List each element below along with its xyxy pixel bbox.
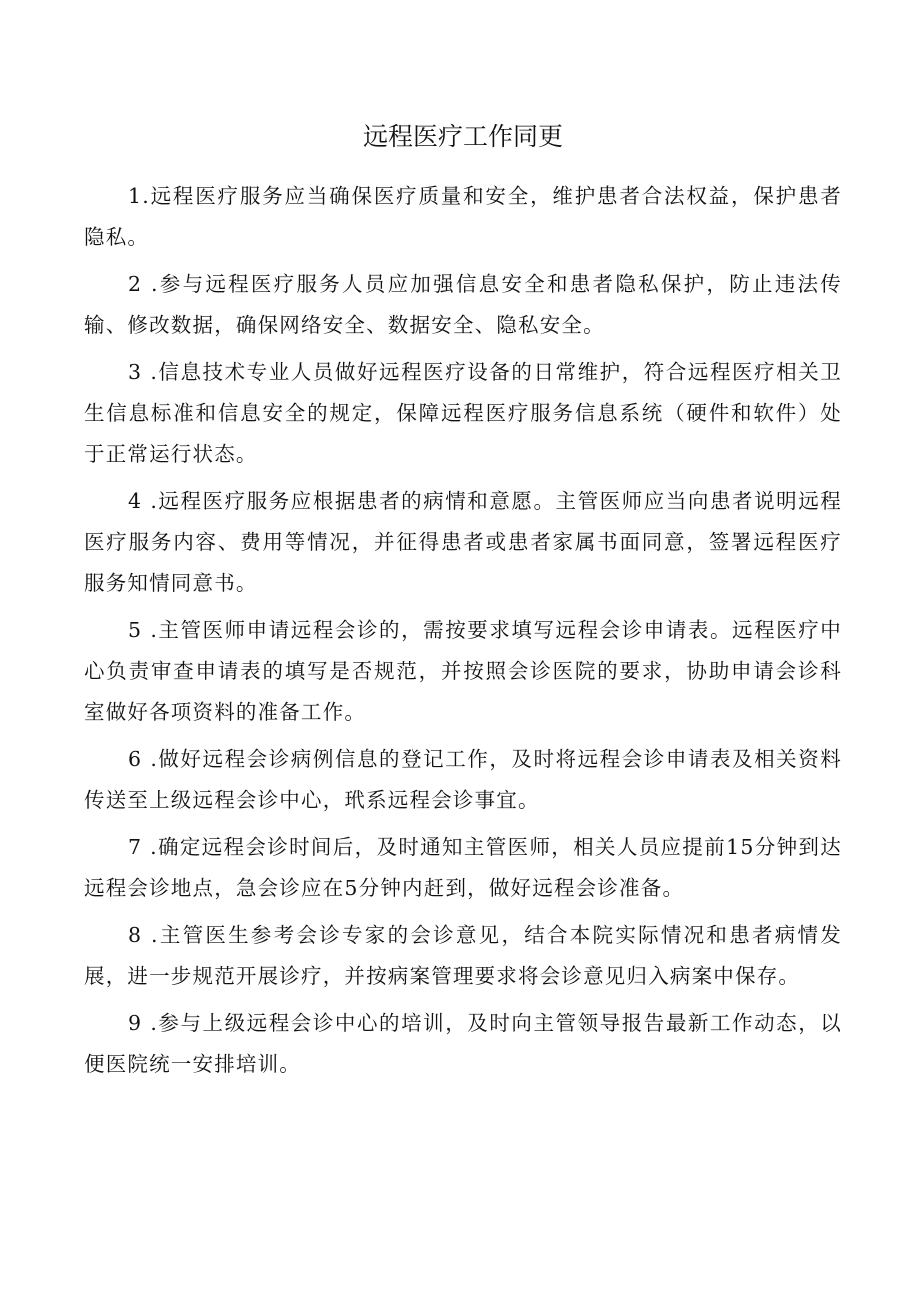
- clause-7: 7 .确定远程会诊时间后，及时通知主管医师，相关人员应提前15分钟到达远程会诊地点，急会诊应在5分钟内赶到，做好远程会诊准备。: [84, 835, 842, 900]
- clause-4: 4 .远程医疗服务应根据患者的病情和意愿。主管医师应当向患者说明远程医疗服务内容、费用等情况，并征得患者或患者家属书面同意，签署远程医疗服务知情同意书。: [84, 489, 842, 595]
- clause-6: 6 .做好远程会诊病例信息的登记工作，及时将远程会诊申请表及相关资料传送至上级远程会诊中心，玳系远程会诊事宜。: [84, 747, 842, 812]
- clause-5: 5 .主管医师申请远程会诊的，需按要求填写远程会诊申请表。远程医疗中心负责审查申请表的填写是否规范，并按照会诊医院的要求，协助申请会诊科室做好各项资料的准备工作。: [84, 618, 842, 724]
- document-title: 远程医疗工作同更: [362, 122, 563, 151]
- clause-list: [84, 176, 842, 1085]
- clause-3: 3 .信息技术专业人员做好远程医疗设备的日常维护，符合远程医疗相关卫生信息标准和信息安全的规定，保障远程医疗服务信息系统（硬件和软件）处于正常运行状态。: [84, 360, 842, 466]
- clause-1: 1.远程医疗服务应当确保医疗质量和安全，维护患者合法权益，保护患者隐私。: [84, 184, 842, 249]
- clause-9: 9 .参与上级远程会诊中心的培训，及时向主管领导报告最新工作动态，以便医院统一安排培训。: [84, 1011, 842, 1076]
- clause-2: 2 .参与远程医疗服务人员应加强信息安全和患者隐私保护，防止违法传输、修改数据，确保网络安全、数据安全、隐私安全。: [84, 272, 842, 337]
- clause-8: 8 .主管医生参考会诊专家的会诊意见，结合本院实际情况和患者病情发展，进一步规范开展诊疗，并按病案管理要求将会诊意见归入病案中保存。: [84, 923, 842, 988]
